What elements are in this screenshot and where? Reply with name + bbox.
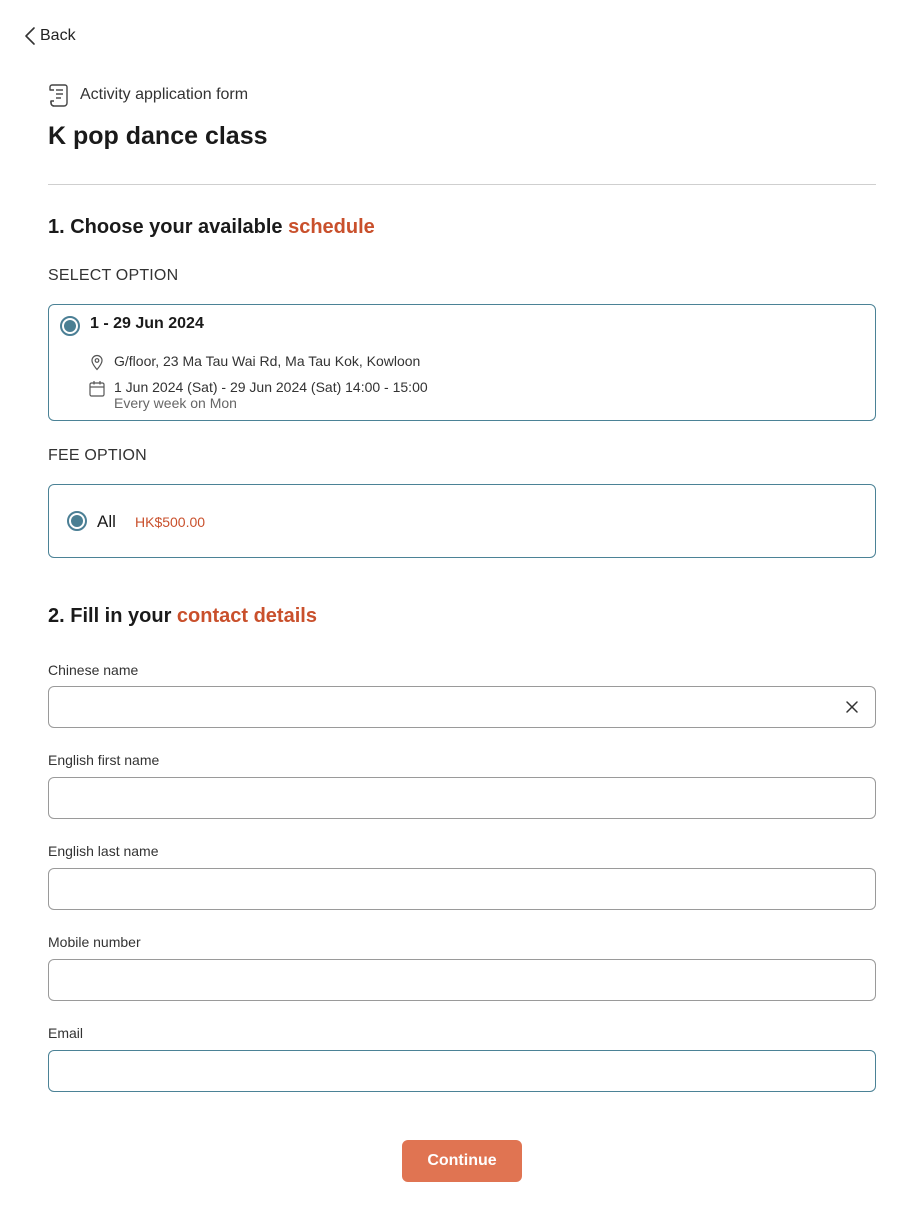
schedule-location: G/floor, 23 Ma Tau Wai Rd, Ma Tau Kok, Kowloon — [114, 353, 421, 369]
fee-radio[interactable] — [67, 511, 87, 531]
continue-button[interactable]: Continue — [402, 1140, 522, 1182]
fee-option-label: FEE OPTION — [48, 447, 147, 464]
contact-section-heading — [48, 605, 317, 628]
contact-heading-accent: contact details — [176, 605, 317, 627]
schedule-option-card[interactable] — [48, 304, 876, 421]
schedule-radio[interactable] — [60, 316, 80, 336]
english-last-name-field — [48, 868, 876, 910]
schedule-title: 1 - 29 Jun 2024 — [90, 315, 204, 332]
chevron-left-icon — [24, 26, 36, 46]
radio-selected-dot — [71, 515, 83, 527]
mobile-number-label: Mobile number — [48, 934, 141, 950]
mobile-number-field — [48, 959, 876, 1001]
contact-heading-prefix: 2. Fill in your — [48, 605, 177, 627]
page-title: K pop dance class — [48, 122, 268, 150]
chinese-name-label: Chinese name — [48, 662, 139, 678]
select-option-label: SELECT OPTION — [48, 267, 179, 284]
english-first-name-field — [48, 777, 876, 819]
document-icon — [48, 82, 72, 108]
schedule-heading-accent: schedule — [288, 216, 375, 238]
schedule-heading-prefix: 1. Choose your available — [48, 216, 289, 238]
schedule-dates: 1 Jun 2024 (Sat) - 29 Jun 2024 (Sat) 14:00 - 15:00 — [114, 379, 428, 395]
form-type-label — [48, 82, 248, 108]
form-type-text: Activity application form — [80, 86, 249, 103]
schedule-recurrence: Every week on Mon — [114, 395, 237, 411]
schedule-section-heading — [48, 216, 375, 239]
back-label: Back — [40, 27, 76, 44]
schedule-dates-block — [114, 379, 428, 411]
schedule-location-row — [89, 353, 420, 371]
close-icon[interactable] — [845, 700, 859, 714]
back-button[interactable] — [24, 26, 76, 46]
english-first-name-label: English first name — [48, 752, 160, 768]
fee-name: All — [97, 512, 116, 531]
fee-price: HK$500.00 — [135, 514, 206, 530]
chinese-name-input[interactable] — [49, 687, 875, 727]
email-input[interactable] — [49, 1051, 875, 1091]
email-label: Email — [48, 1025, 84, 1041]
email-field — [48, 1050, 876, 1092]
english-first-name-input[interactable] — [49, 778, 875, 818]
calendar-icon — [89, 380, 105, 397]
map-pin-icon — [89, 354, 105, 371]
english-last-name-label: English last name — [48, 843, 159, 859]
radio-selected-dot — [64, 320, 76, 332]
chinese-name-field — [48, 686, 876, 728]
divider — [48, 184, 876, 185]
english-last-name-input[interactable] — [49, 869, 875, 909]
fee-option-card[interactable] — [48, 484, 876, 558]
schedule-dates-row — [89, 379, 428, 411]
mobile-number-input[interactable] — [49, 960, 875, 1000]
